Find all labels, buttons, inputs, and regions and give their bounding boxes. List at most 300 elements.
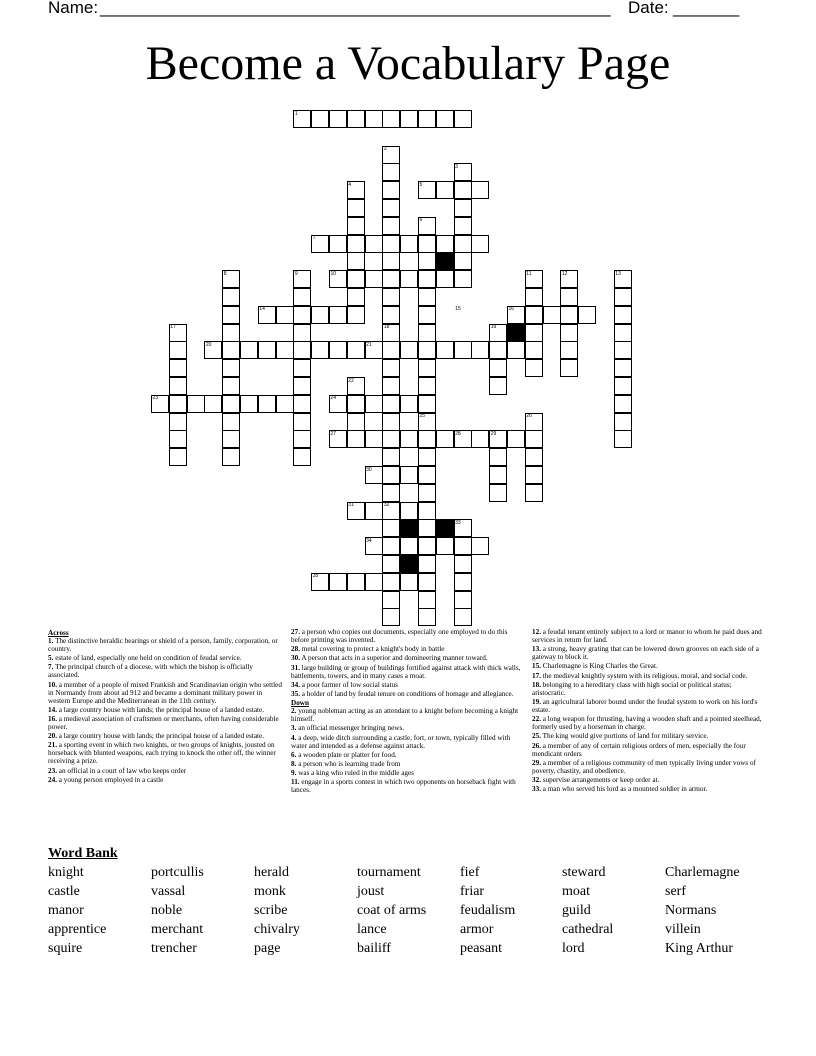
crossword-cell[interactable]: [418, 306, 436, 324]
clue-number: 29.: [532, 758, 541, 767]
crossword-cell[interactable]: [525, 359, 543, 377]
crossword-cell[interactable]: [454, 341, 472, 359]
crossword-cell[interactable]: [382, 359, 400, 377]
cell-number: 5: [419, 181, 423, 188]
crossword-cell[interactable]: [400, 235, 418, 253]
crossword-cell[interactable]: [222, 341, 240, 359]
clue-number: 26.: [532, 741, 541, 750]
crossword-block: [507, 324, 525, 342]
clue: [48, 741, 282, 765]
crossword-cell[interactable]: [382, 448, 400, 466]
crossword-cell[interactable]: [311, 341, 329, 359]
crossword-cell[interactable]: [382, 110, 400, 128]
crossword-cell[interactable]: [382, 591, 400, 609]
crossword-cell[interactable]: [222, 430, 240, 448]
crossword-cell[interactable]: [222, 324, 240, 342]
crossword-cell[interactable]: [436, 537, 454, 555]
clue: [532, 645, 766, 661]
clue: [291, 734, 523, 750]
clue: [48, 654, 282, 662]
clue: [291, 681, 523, 689]
crossword-cell[interactable]: [436, 270, 454, 288]
across-heading: Across: [48, 629, 69, 637]
crossword-cell[interactable]: [418, 466, 436, 484]
crossword-cell[interactable]: [418, 270, 436, 288]
crossword-cell[interactable]: [560, 359, 578, 377]
crossword-cell[interactable]: [560, 288, 578, 306]
crossword-cell[interactable]: [400, 502, 418, 520]
crossword-cell[interactable]: [418, 573, 436, 591]
word-bank-word: Charlemagne: [665, 865, 740, 880]
crossword-cell[interactable]: [329, 306, 347, 324]
clue-number: 30.: [291, 654, 300, 663]
clue-text: young nobleman acting as an attendant to a knight before becoming a knight himself.: [291, 707, 519, 724]
crossword-cell[interactable]: [471, 181, 489, 199]
clue-number: 28.: [291, 645, 300, 654]
clues-column-1: [48, 628, 282, 785]
crossword-cell[interactable]: [400, 466, 418, 484]
crossword-cell[interactable]: [347, 341, 365, 359]
crossword-cell[interactable]: [454, 181, 472, 199]
cell-number: 12: [561, 270, 568, 277]
crossword-cell[interactable]: [258, 395, 276, 413]
clue-text: The distinctive heraldic bearings or shield of a person, family, corporation, or country.: [48, 637, 278, 653]
crossword-cell[interactable]: [614, 430, 632, 448]
crossword-cell[interactable]: [347, 395, 365, 413]
word-bank-word: chivalry: [254, 922, 300, 937]
crossword-cell[interactable]: [471, 537, 489, 555]
crossword-cell[interactable]: [347, 288, 365, 306]
clue-number: 14.: [48, 705, 57, 714]
crossword-cell[interactable]: [382, 430, 400, 448]
word-bank-word: merchant: [151, 922, 204, 937]
clue-text: engage in a sports contest in which two opponents on horseback fight with lances.: [291, 778, 516, 795]
crossword-cell[interactable]: [454, 573, 472, 591]
crossword-cell[interactable]: [240, 395, 258, 413]
crossword-cell[interactable]: [347, 430, 365, 448]
clue-number: 13.: [532, 645, 541, 654]
crossword-cell[interactable]: [454, 591, 472, 609]
crossword-cell[interactable]: [436, 430, 454, 448]
crossword-cell[interactable]: [418, 395, 436, 413]
word-bank-word: scribe: [254, 903, 288, 918]
crossword-cell[interactable]: [293, 395, 311, 413]
crossword-cell[interactable]: [169, 448, 187, 466]
clue: [291, 654, 523, 662]
crossword-cell[interactable]: [204, 395, 222, 413]
crossword-cell[interactable]: [614, 341, 632, 359]
crossword-cell[interactable]: [187, 395, 205, 413]
clue-number: 7.: [48, 663, 54, 672]
clue-number: 24.: [48, 775, 57, 784]
clue: [532, 715, 766, 731]
clue-text: a poor farmer of low social status: [301, 680, 398, 689]
crossword-cell[interactable]: [382, 377, 400, 395]
cell-number: 23: [152, 395, 159, 402]
crossword-block: [436, 519, 454, 537]
cell-number: 3: [455, 163, 458, 170]
clue-text: a strong, heavy grating that can be lowered down grooves on each side of a gateway to block it.: [532, 645, 759, 662]
crossword-cell[interactable]: [382, 288, 400, 306]
crossword-cell[interactable]: [382, 608, 400, 626]
crossword-cell[interactable]: [525, 306, 543, 324]
clue-text: a member of a religious community of men typically living under vows of poverty, chastity, and obedience.: [532, 758, 756, 775]
clue-number: 27.: [291, 628, 300, 636]
crossword-cell[interactable]: [560, 324, 578, 342]
crossword-cell[interactable]: [471, 430, 489, 448]
crossword-cell[interactable]: [382, 235, 400, 253]
clue-number: 4.: [291, 733, 297, 742]
word-bank-word: villein: [665, 922, 701, 937]
crossword-cell[interactable]: [418, 324, 436, 342]
crossword-cell[interactable]: [418, 591, 436, 609]
cell-number: 26: [526, 413, 532, 420]
clue-text: a deep, wide ditch surrounding a castle, fort, or town, typically filled with water and intended as a defense against attack.: [291, 733, 511, 750]
crossword-cell[interactable]: [169, 395, 187, 413]
clue: [532, 742, 766, 758]
word-bank-word: joust: [357, 884, 385, 899]
crossword-cell[interactable]: [418, 110, 436, 128]
crossword-cell[interactable]: [418, 341, 436, 359]
crossword-cell[interactable]: [329, 235, 347, 253]
crossword-cell[interactable]: [471, 235, 489, 253]
clue-number: 33.: [532, 785, 541, 794]
clue-text: a long weapon for thrusting, having a wooden shaft and a pointed steelhead, formerly used by a horseman in charge.: [532, 715, 762, 732]
word-bank-word: feudalism: [460, 903, 516, 918]
clue-number: 6.: [291, 750, 297, 759]
crossword-cell[interactable]: [347, 306, 365, 324]
crossword-cell[interactable]: [293, 413, 311, 431]
crossword-cell[interactable]: [293, 324, 311, 342]
crossword-cell[interactable]: [525, 341, 543, 359]
crossword-cell[interactable]: [454, 235, 472, 253]
crossword-cell[interactable]: [418, 430, 436, 448]
crossword-cell[interactable]: [258, 341, 276, 359]
crossword-cell[interactable]: [365, 235, 383, 253]
word-bank-word: portcullis: [151, 865, 204, 880]
crossword-cell[interactable]: [614, 413, 632, 431]
crossword-cell[interactable]: [293, 359, 311, 377]
crossword-cell[interactable]: [169, 430, 187, 448]
crossword-cell[interactable]: [382, 341, 400, 359]
crossword-cell[interactable]: [365, 270, 383, 288]
crossword-cell[interactable]: [222, 448, 240, 466]
crossword-cell[interactable]: [454, 270, 472, 288]
crossword-cell[interactable]: [614, 306, 632, 324]
crossword-cell[interactable]: [347, 199, 365, 217]
crossword-cell[interactable]: [471, 341, 489, 359]
crossword-cell[interactable]: [418, 519, 436, 537]
crossword-cell[interactable]: [311, 306, 329, 324]
clue: [291, 778, 523, 794]
date-line[interactable]: _______: [673, 0, 740, 17]
word-bank-word: manor: [48, 903, 84, 918]
crossword-cell[interactable]: [525, 466, 543, 484]
crossword-cell[interactable]: [418, 359, 436, 377]
crossword-cell[interactable]: [454, 110, 472, 128]
crossword-cell[interactable]: [347, 217, 365, 235]
clue-number: 23.: [48, 766, 57, 775]
crossword-cell[interactable]: [400, 537, 418, 555]
crossword-cell[interactable]: [418, 252, 436, 270]
crossword-cell[interactable]: [382, 413, 400, 431]
crossword-cell[interactable]: [365, 430, 383, 448]
clue-text: a young person employed in a castle: [58, 775, 164, 784]
crossword-cell[interactable]: [400, 430, 418, 448]
crossword-cell[interactable]: [293, 448, 311, 466]
crossword-cell[interactable]: [329, 110, 347, 128]
word-bank-word: coat of arms: [357, 903, 427, 918]
crossword-cell[interactable]: [454, 199, 472, 217]
clue: [532, 672, 766, 680]
clue: [48, 706, 282, 714]
crossword-cell[interactable]: [454, 608, 472, 626]
cell-number: 33: [455, 519, 461, 526]
crossword-cell[interactable]: [454, 217, 472, 235]
clue: [291, 690, 523, 698]
crossword-cell[interactable]: [614, 288, 632, 306]
crossword-cell[interactable]: [436, 235, 454, 253]
crossword-cell[interactable]: [311, 110, 329, 128]
crossword-cell[interactable]: [560, 306, 578, 324]
cell-number: 31: [348, 502, 354, 509]
crossword-cell[interactable]: [418, 555, 436, 573]
crossword-cell[interactable]: [436, 341, 454, 359]
crossword-cell[interactable]: [525, 430, 543, 448]
clue-number: 11.: [291, 778, 300, 787]
crossword-cell[interactable]: [222, 395, 240, 413]
crossword-cell[interactable]: [418, 235, 436, 253]
cell-number: 19: [490, 324, 497, 331]
crossword-cell[interactable]: [329, 341, 347, 359]
crossword-cell[interactable]: [222, 413, 240, 431]
clue-text: Charlemagne is King Charles the Great.: [542, 662, 658, 671]
word-bank-word: fief: [460, 865, 480, 880]
clue-number: 12.: [532, 628, 541, 636]
crossword-cell[interactable]: [525, 484, 543, 502]
clue-text: The king would give portions of land for military service.: [542, 732, 709, 741]
clue: [48, 715, 282, 731]
crossword-cell[interactable]: [382, 163, 400, 181]
crossword-cell[interactable]: [418, 288, 436, 306]
word-bank-word: peasant: [460, 941, 502, 956]
clue-text: the medieval knightly system with its religious, moral, and social code.: [542, 671, 748, 680]
crossword-cell[interactable]: [382, 555, 400, 573]
cell-number: 34: [366, 537, 372, 544]
crossword-cell[interactable]: [560, 341, 578, 359]
crossword-cell[interactable]: [418, 484, 436, 502]
clue-text: was a king who ruled in the middle ages: [298, 769, 414, 778]
crossword-cell[interactable]: [293, 430, 311, 448]
cell-number: 14: [259, 306, 265, 313]
clue-text: large building or group of buildings fortified against attack with thick walls, battlements, towers, and in many cases a moat.: [291, 663, 521, 680]
crossword-cell[interactable]: [365, 573, 383, 591]
cell-number: 4: [348, 181, 352, 188]
crossword-cell[interactable]: [614, 395, 632, 413]
crossword-cell[interactable]: [382, 306, 400, 324]
crossword-cell[interactable]: [276, 395, 294, 413]
crossword-cell[interactable]: [525, 448, 543, 466]
crossword-cell[interactable]: [489, 466, 507, 484]
crossword-cell[interactable]: [543, 306, 561, 324]
clue-text: a member of a people of mixed Frankish and Scandinavian origin who settled in Normandy from about ad 912 and became a dominant military power in western Europe and the Mediterranean in the 11th century.: [48, 680, 282, 705]
cell-number: 2: [383, 146, 387, 153]
crossword-cell[interactable]: [169, 359, 187, 377]
crossword-cell[interactable]: [293, 288, 311, 306]
clue-number: 34.: [291, 680, 300, 689]
crossword-cell[interactable]: [614, 377, 632, 395]
cell-number: 11: [526, 270, 532, 277]
cell-number: 22: [348, 377, 354, 384]
crossword-cell[interactable]: [382, 466, 400, 484]
crossword-cell[interactable]: [418, 448, 436, 466]
crossword-cell[interactable]: [418, 537, 436, 555]
crossword-cell[interactable]: [382, 395, 400, 413]
cell-number: 30: [366, 466, 372, 473]
clue-text: a man who served his lord as a mounted soldier in armor.: [542, 785, 708, 794]
crossword-cell[interactable]: [489, 341, 507, 359]
crossword-cell[interactable]: [169, 341, 187, 359]
clue: [48, 732, 282, 740]
clue-number: 19.: [532, 697, 541, 706]
clue-text: a feudal tenant entirely subject to a lord or manor to whom he paid dues and services in return for land.: [532, 628, 762, 644]
clue-number: 21.: [48, 741, 57, 750]
crossword-cell[interactable]: [578, 306, 596, 324]
cell-number: 21: [366, 341, 372, 348]
crossword-cell[interactable]: [222, 377, 240, 395]
crossword-cell[interactable]: [418, 608, 436, 626]
crossword-cell[interactable]: [454, 555, 472, 573]
crossword-cell[interactable]: [382, 217, 400, 235]
word-bank-word: armor: [460, 922, 494, 937]
crossword-cell[interactable]: [347, 270, 365, 288]
crossword-cell[interactable]: [169, 413, 187, 431]
crossword-cell[interactable]: [365, 395, 383, 413]
word-bank-word: Normans: [665, 903, 717, 918]
crossword-cell[interactable]: [400, 341, 418, 359]
clue: [532, 785, 766, 793]
crossword-block: [400, 519, 418, 537]
crossword-cell[interactable]: [489, 377, 507, 395]
crossword-cell[interactable]: [365, 110, 383, 128]
crossword-cell[interactable]: [614, 324, 632, 342]
crossword-cell[interactable]: [276, 306, 294, 324]
crossword-cell[interactable]: [276, 341, 294, 359]
word-bank-word: castle: [48, 884, 80, 899]
crossword-cell[interactable]: [169, 377, 187, 395]
crossword-cell[interactable]: [400, 395, 418, 413]
crossword-cell[interactable]: [222, 288, 240, 306]
clue: [532, 776, 766, 784]
clue: [48, 776, 282, 784]
crossword-cell[interactable]: [400, 110, 418, 128]
crossword-cell[interactable]: [347, 110, 365, 128]
clue: [532, 698, 766, 714]
word-bank-word: noble: [151, 903, 183, 918]
crossword-cell[interactable]: [347, 573, 365, 591]
crossword-cell[interactable]: [365, 502, 383, 520]
word-bank-word: moat: [562, 884, 590, 899]
clue: [532, 759, 766, 775]
clue-number: 5.: [48, 654, 54, 663]
clue-text: a large country house with lands; the principal house of a landed estate.: [58, 705, 265, 714]
down-heading: Down: [291, 699, 309, 708]
clue-number: 2.: [291, 707, 297, 716]
crossword-cell[interactable]: [382, 537, 400, 555]
word-bank-word: guild: [562, 903, 591, 918]
crossword-cell[interactable]: [382, 484, 400, 502]
clue-text: a member of any of certain religious orders of men, especially the four mendicant orders: [532, 741, 746, 758]
cell-number: 35: [312, 573, 319, 580]
crossword-cell[interactable]: [382, 181, 400, 199]
crossword-cell[interactable]: [400, 573, 418, 591]
cell-number: 15: [455, 306, 461, 313]
crossword-cell[interactable]: [293, 377, 311, 395]
crossword-cell[interactable]: [525, 324, 543, 342]
word-bank-word: bailiff: [357, 941, 391, 956]
crossword-cell[interactable]: [382, 199, 400, 217]
crossword-cell[interactable]: [382, 252, 400, 270]
crossword-cell[interactable]: [507, 341, 525, 359]
crossword-block: [400, 555, 418, 573]
clue: [291, 751, 523, 759]
crossword-cell[interactable]: [222, 306, 240, 324]
crossword-cell[interactable]: [489, 448, 507, 466]
clue: [291, 664, 523, 680]
cell-number: 1: [294, 110, 298, 117]
crossword-cell[interactable]: [293, 341, 311, 359]
crossword-cell[interactable]: [382, 270, 400, 288]
crossword-cell[interactable]: [418, 502, 436, 520]
crossword-cell[interactable]: [329, 573, 347, 591]
crossword-cell[interactable]: [436, 110, 454, 128]
word-bank-word: herald: [254, 865, 289, 880]
crossword-cell[interactable]: [382, 519, 400, 537]
crossword-cell[interactable]: [507, 430, 525, 448]
clues-column-2: [291, 628, 523, 795]
word-bank-word: trencher: [151, 941, 197, 956]
cell-number: 10: [330, 270, 337, 277]
clue-number: 8.: [291, 759, 297, 768]
crossword-cell[interactable]: [454, 252, 472, 270]
word-bank-word: lance: [357, 922, 387, 937]
name-line[interactable]: ______________________________________________________: [100, 0, 611, 17]
clue-text: an agricultural laborer bound under the feudal system to work on his lord's estate.: [532, 697, 758, 714]
crossword-cell[interactable]: [614, 359, 632, 377]
crossword-cell[interactable]: [382, 573, 400, 591]
clue: [532, 732, 766, 740]
crossword-cell[interactable]: [293, 306, 311, 324]
crossword-cell[interactable]: [525, 288, 543, 306]
crossword-cell[interactable]: [347, 252, 365, 270]
crossword-cell[interactable]: [240, 341, 258, 359]
crossword-cell[interactable]: [454, 537, 472, 555]
crossword-cell[interactable]: [436, 181, 454, 199]
crossword-cell[interactable]: [400, 270, 418, 288]
clue-text: belonging to a hereditary class with high social or political status; aristocratic.: [532, 680, 732, 697]
clue: [48, 767, 282, 775]
crossword-cell[interactable]: [222, 359, 240, 377]
crossword-cell[interactable]: [489, 484, 507, 502]
clue: [532, 662, 766, 670]
word-bank-word: knight: [48, 865, 84, 880]
cell-number: 7: [312, 235, 316, 242]
clue-number: 20.: [48, 732, 57, 741]
crossword-cell[interactable]: [347, 235, 365, 253]
crossword-cell[interactable]: [489, 359, 507, 377]
crossword-cell[interactable]: [347, 413, 365, 431]
crossword-cell[interactable]: [418, 377, 436, 395]
